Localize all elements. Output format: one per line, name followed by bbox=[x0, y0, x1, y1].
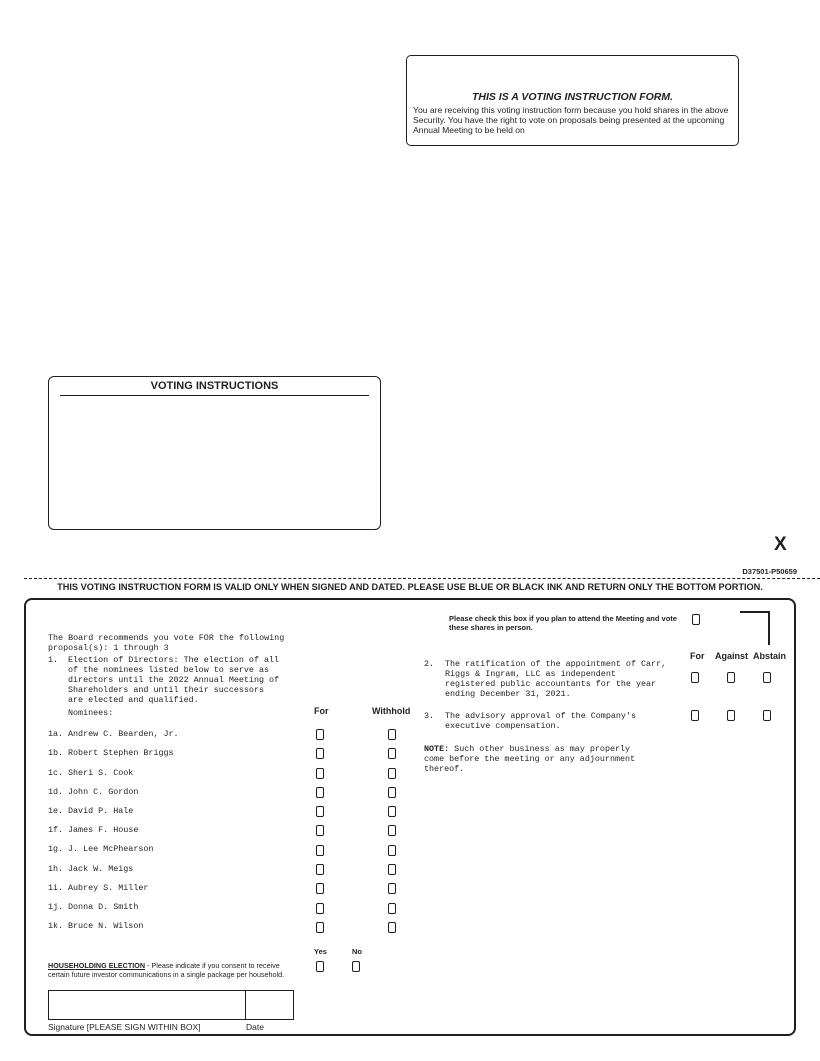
board-recommendation: The Board recommends you vote FOR the following proposal(s): 1 through 3 bbox=[48, 633, 285, 653]
proposal-3-number: 3. bbox=[424, 711, 435, 721]
nominee-1j-withhold-checkbox[interactable] bbox=[388, 903, 396, 914]
proposal-2-against-checkbox[interactable] bbox=[727, 672, 735, 683]
proposal-3-abstain-checkbox[interactable] bbox=[763, 710, 771, 721]
withhold-column-header: Withhold bbox=[372, 706, 411, 716]
nominee-1b-for-checkbox[interactable] bbox=[316, 748, 324, 759]
proposal-1-text: Election of Directors: The election of all of the nominees listed below to serve as directors until the 2022 Annual Meeting of Shareholders and until their successors are elected and qualified. bbox=[68, 655, 280, 705]
nominee-1b-withhold-checkbox[interactable] bbox=[388, 748, 396, 759]
nominee-1b-id: 1b. bbox=[48, 748, 64, 758]
x-mark: X bbox=[774, 534, 787, 555]
nominee-1c-withhold-checkbox[interactable] bbox=[388, 768, 396, 779]
date-box[interactable] bbox=[246, 990, 294, 1020]
nominee-1i-for-checkbox[interactable] bbox=[316, 883, 324, 894]
yes-label: Yes bbox=[314, 947, 327, 956]
householding-no-checkbox[interactable] bbox=[352, 961, 360, 972]
nominee-1f-name: James F. House bbox=[68, 825, 139, 835]
proposal-1-number: 1. bbox=[48, 655, 59, 665]
nominee-1g-id: 1g. bbox=[48, 844, 64, 854]
nominee-1i-withhold-checkbox[interactable] bbox=[388, 883, 396, 894]
householding-title: HOUSEHOLDING ELECTION bbox=[48, 961, 146, 970]
nominee-1b-name: Robert Stephen Briggs bbox=[68, 748, 174, 758]
proposal-3-text: The advisory approval of the Company's executive compensation. bbox=[445, 711, 636, 731]
attend-meeting-text: Please check this box if you plan to attend the Meeting and vote these shares in person. bbox=[449, 614, 677, 632]
voting-instructions-box bbox=[48, 376, 381, 530]
nominee-1h-for-checkbox[interactable] bbox=[316, 864, 324, 875]
proposal-2-number: 2. bbox=[424, 659, 435, 669]
nominee-1e-name: David P. Hale bbox=[68, 806, 134, 816]
nominee-1k-name: Bruce N. Wilson bbox=[68, 921, 144, 931]
proposal-2-abstain-checkbox[interactable] bbox=[763, 672, 771, 683]
householding-election bbox=[48, 962, 298, 979]
for-column-header-2: For bbox=[690, 651, 705, 661]
notice-body: You are receiving this voting instruction form because you hold shares in the above Security. You have the right to vote on proposals being presented at the upcoming Annual Meeting to be held on bbox=[413, 105, 729, 135]
for-column-header: For bbox=[314, 706, 329, 716]
nominee-1j-for-checkbox[interactable] bbox=[316, 903, 324, 914]
nominee-1a-for-checkbox[interactable] bbox=[316, 729, 324, 740]
nominee-1e-id: 1e. bbox=[48, 806, 64, 816]
attend-meeting-checkbox[interactable] bbox=[692, 614, 700, 625]
document-code: D37501-P50659 bbox=[742, 567, 797, 576]
nominee-1e-withhold-checkbox[interactable] bbox=[388, 806, 396, 817]
detach-cut-line bbox=[24, 578, 820, 579]
voting-instructions-divider bbox=[60, 395, 369, 396]
nominee-1h-name: Jack W. Meigs bbox=[68, 864, 134, 874]
nominee-1f-withhold-checkbox[interactable] bbox=[388, 825, 396, 836]
nominee-1g-for-checkbox[interactable] bbox=[316, 845, 324, 856]
no-label: No bbox=[352, 947, 362, 956]
date-label: Date bbox=[246, 1022, 264, 1032]
nominee-1h-id: 1h. bbox=[48, 864, 64, 874]
note-text: Such other business as may properly come before the meeting or any adjournment thereof. bbox=[424, 744, 636, 774]
nominee-1k-withhold-checkbox[interactable] bbox=[388, 922, 396, 933]
proposal-2-text: The ratification of the appointment of Carr, Riggs & Ingram, LLC as independent registered public accountants for the year ending December 31, 2021. bbox=[445, 659, 667, 699]
nominee-1f-for-checkbox[interactable] bbox=[316, 825, 324, 836]
nominee-1c-name: Sheri S. Cook bbox=[68, 768, 134, 778]
abstain-column-header: Abstain bbox=[753, 651, 787, 661]
note-label: NOTE: bbox=[424, 744, 450, 754]
nominee-1g-withhold-checkbox[interactable] bbox=[388, 845, 396, 856]
nominee-1i-name: Aubrey S. Miller bbox=[68, 883, 149, 893]
nominee-1f-id: 1f. bbox=[48, 825, 64, 835]
proposal-2-for-checkbox[interactable] bbox=[691, 672, 699, 683]
nominee-1d-for-checkbox[interactable] bbox=[316, 787, 324, 798]
nominee-1c-for-checkbox[interactable] bbox=[316, 768, 324, 779]
validity-banner: THIS VOTING INSTRUCTION FORM IS VALID ONLY WHEN SIGNED AND DATED. PLEASE USE BLUE OR BLACK INK AND RETURN ONLY THE BOTTOM PORTION. bbox=[57, 582, 763, 592]
nominee-1d-id: 1d. bbox=[48, 787, 64, 797]
notice-title: THIS IS A VOTING INSTRUCTION FORM. bbox=[471, 91, 674, 103]
nominee-1h-withhold-checkbox[interactable] bbox=[388, 864, 396, 875]
nominee-1a-id: 1a. bbox=[48, 729, 64, 739]
nominee-1d-withhold-checkbox[interactable] bbox=[388, 787, 396, 798]
householding-yes-checkbox[interactable] bbox=[316, 961, 324, 972]
nominee-1c-id: 1c. bbox=[48, 768, 64, 778]
nominee-1k-id: 1k. bbox=[48, 921, 64, 931]
nominee-1k-for-checkbox[interactable] bbox=[316, 922, 324, 933]
nominee-1a-withhold-checkbox[interactable] bbox=[388, 729, 396, 740]
note bbox=[424, 744, 654, 774]
nominee-1i-id: 1i. bbox=[48, 883, 64, 893]
nominees-label: Nominees: bbox=[68, 708, 114, 718]
nominee-1g-name: J. Lee McPhearson bbox=[68, 844, 154, 854]
nominee-1j-id: 1j. bbox=[48, 902, 64, 912]
nominee-1a-name: Andrew C. Bearden, Jr. bbox=[68, 729, 179, 739]
signature-box[interactable] bbox=[48, 990, 246, 1020]
proposal-3-against-checkbox[interactable] bbox=[727, 710, 735, 721]
against-column-header: Against bbox=[715, 651, 749, 661]
voting-instructions-title: VOTING INSTRUCTIONS bbox=[150, 380, 279, 392]
proposal-3-for-checkbox[interactable] bbox=[691, 710, 699, 721]
nominee-1e-for-checkbox[interactable] bbox=[316, 806, 324, 817]
nominee-1d-name: John C. Gordon bbox=[68, 787, 139, 797]
corner-bracket bbox=[740, 611, 770, 645]
nominee-1j-name: Donna D. Smith bbox=[68, 902, 139, 912]
householding-text: - Please indicate if you consent to receive certain future investor communications in a single package per household. bbox=[48, 961, 285, 979]
signature-label: Signature [PLEASE SIGN WITHIN BOX] bbox=[48, 1022, 201, 1032]
